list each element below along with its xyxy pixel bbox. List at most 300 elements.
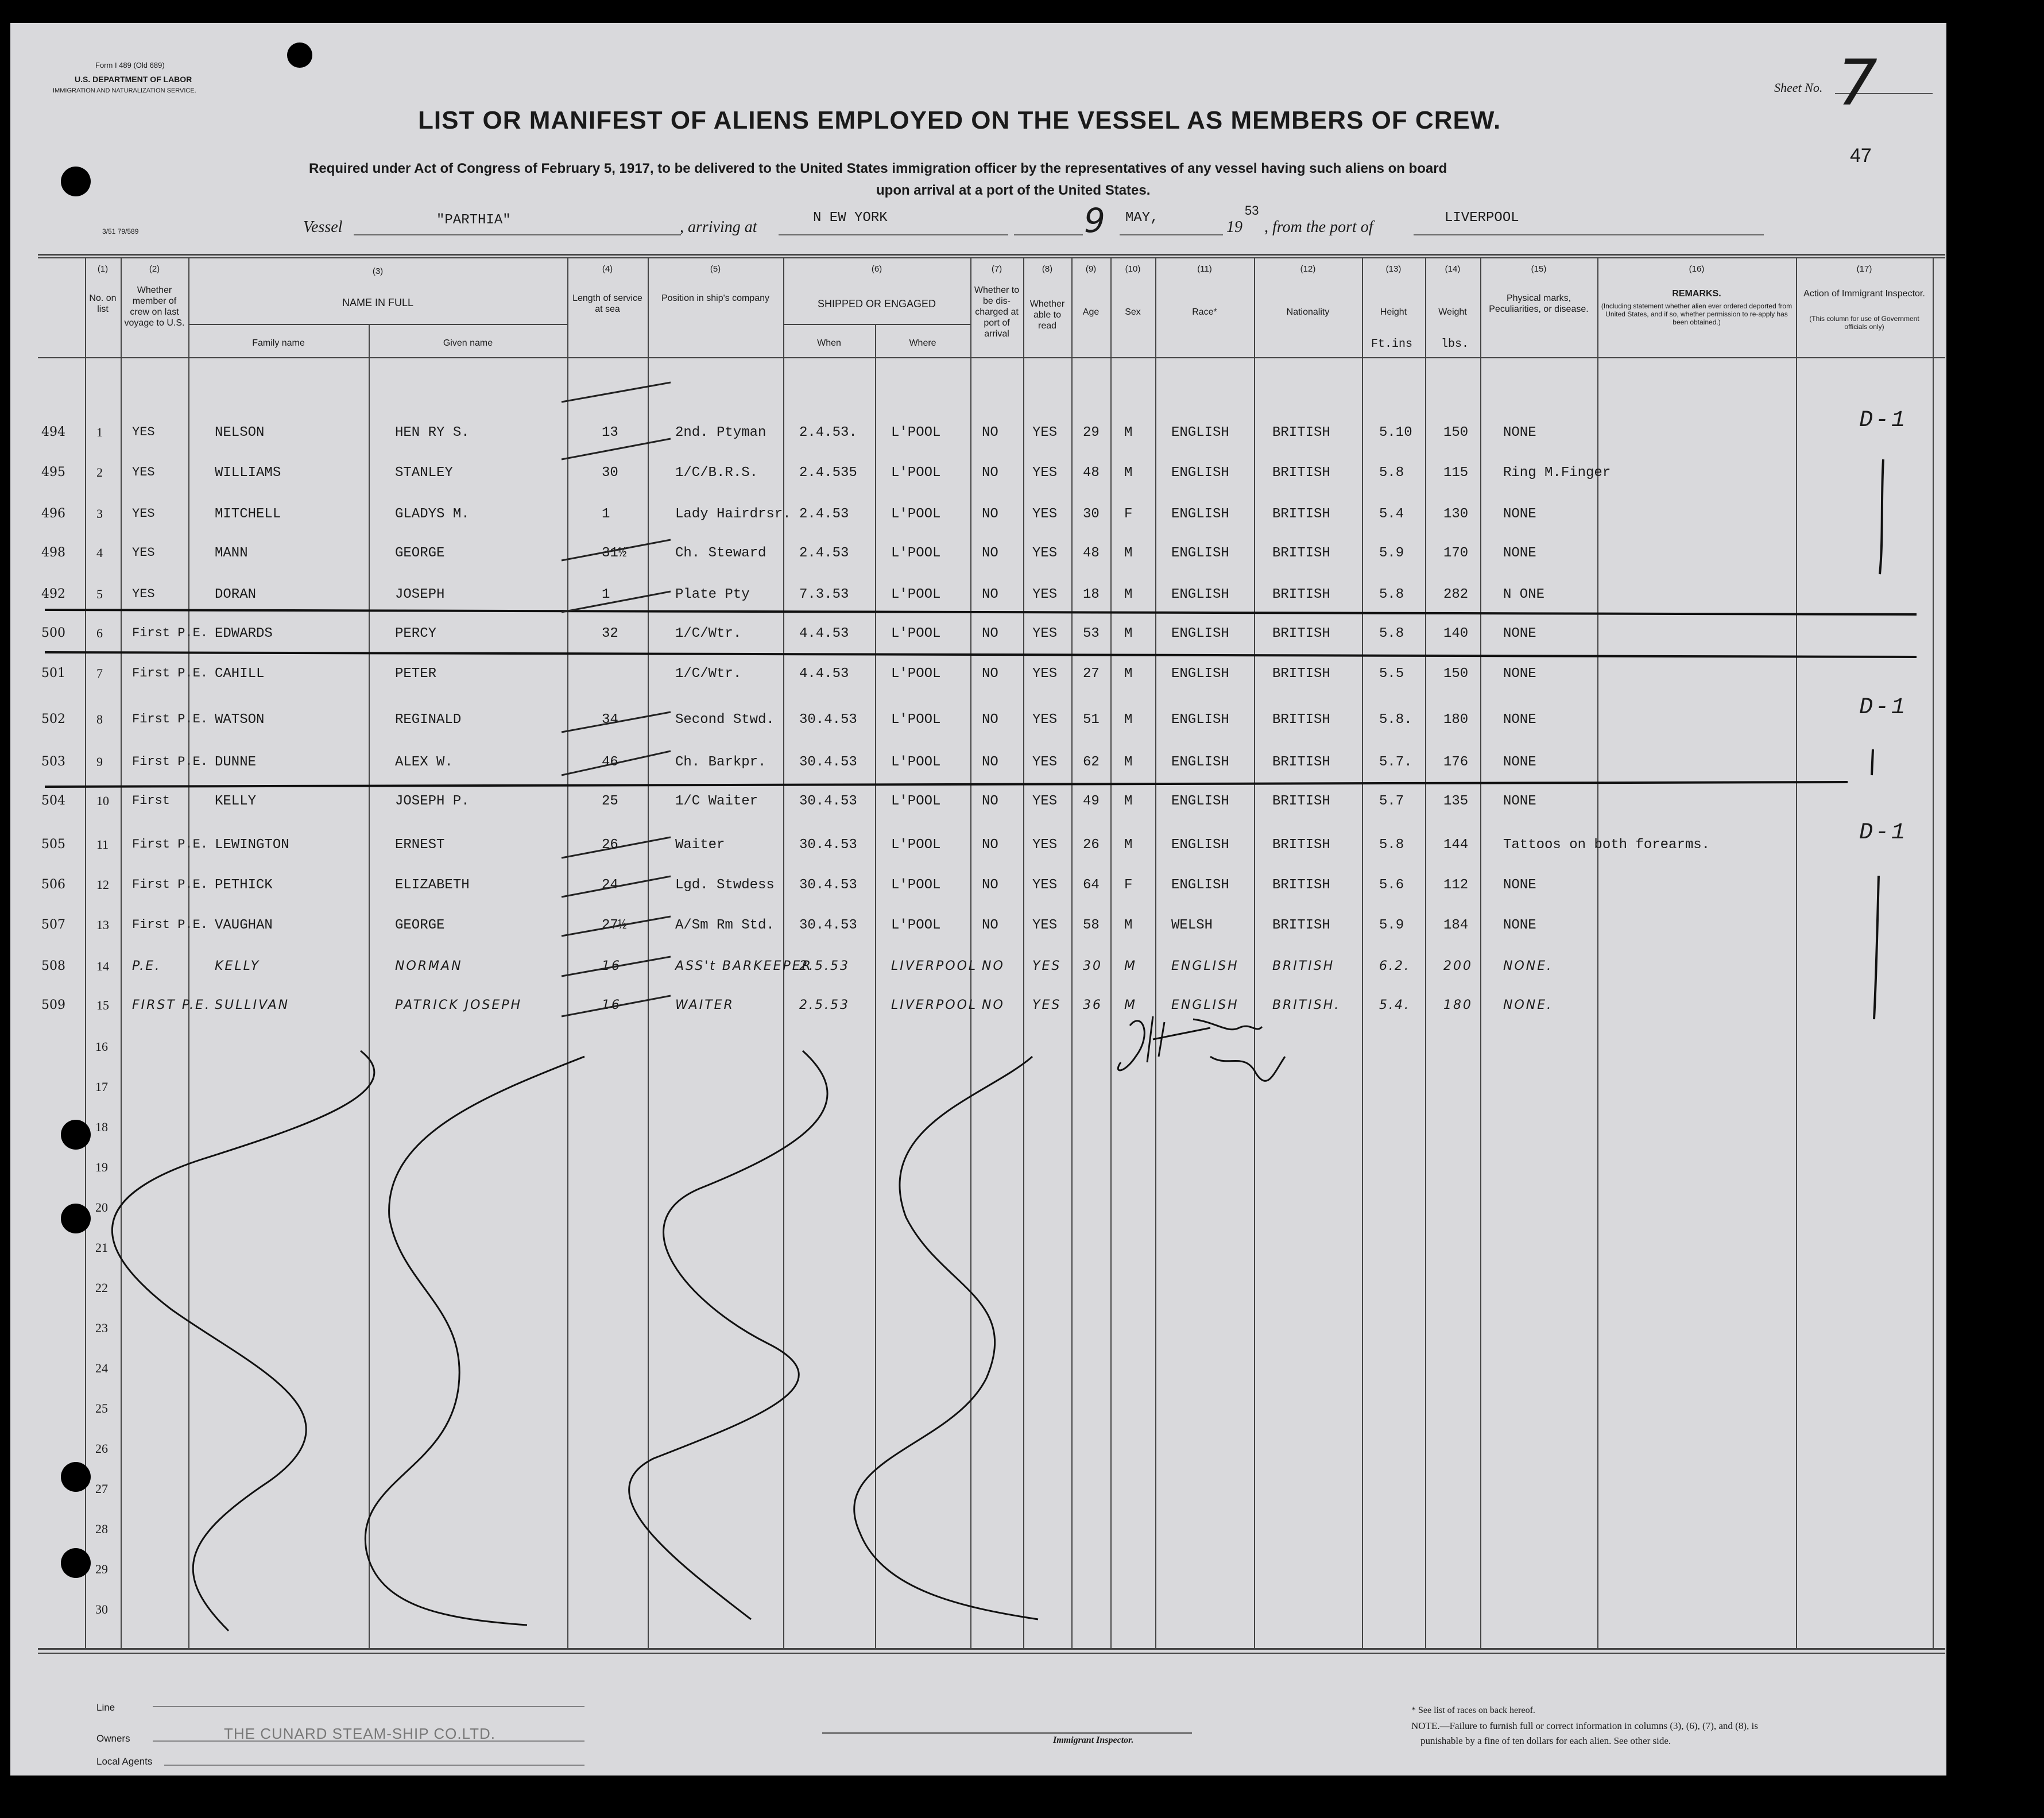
row-1-read: YES xyxy=(1032,425,1058,440)
row-9-read: YES xyxy=(1032,755,1058,770)
service-tick-4 xyxy=(562,540,671,560)
row-5-family: DORAN xyxy=(215,587,257,602)
row-8-when: 30.4.53 xyxy=(799,712,857,728)
row-13-disch: NO xyxy=(982,918,998,933)
row-11-height: 5.8 xyxy=(1379,837,1404,853)
row-2-sex: M xyxy=(1124,465,1133,481)
row-12-when: 30.4.53 xyxy=(799,877,857,893)
row-2-family: WILLIAMS xyxy=(215,465,281,481)
owners-stamp: THE CUNARD STEAM-SHIP CO.LTD. xyxy=(224,1725,495,1742)
row-14-height: 6.2. xyxy=(1379,959,1410,973)
row-5-service: 1 xyxy=(602,587,610,602)
row-6-disch: NO xyxy=(982,626,998,641)
row-2-where: L'POOL xyxy=(891,465,941,481)
hdr-where: Where xyxy=(909,338,936,348)
row-13-marks: NONE xyxy=(1503,918,1536,933)
row-15-margin: 509 xyxy=(41,998,65,1012)
row-14-when: 2.5.53 xyxy=(799,959,850,973)
arriving-port: N EW YORK xyxy=(813,210,888,226)
row-13-weight: 184 xyxy=(1443,918,1469,933)
col-num-12: (12) xyxy=(1300,264,1316,274)
row-1-weight: 150 xyxy=(1443,425,1469,440)
row-3-weight: 130 xyxy=(1443,506,1469,522)
row-4-position: Ch. Steward xyxy=(675,546,766,561)
col-num-14: (14) xyxy=(1445,264,1461,274)
inspector-label: Immigrant Inspector. xyxy=(1053,1735,1134,1745)
service-tick-11 xyxy=(562,837,671,858)
row-12-position: Lgd. Stwdess xyxy=(675,877,775,893)
row-12-where: L'POOL xyxy=(891,877,941,893)
service-tick-13 xyxy=(562,916,671,936)
row-8-sex: M xyxy=(1124,712,1133,728)
row-15-where: LIVERPOOL xyxy=(891,998,978,1012)
row-12-given: ELIZABETH xyxy=(395,877,470,893)
row-3-family: MITCHELL xyxy=(215,506,281,522)
subtitle-2: upon arrival at a port of the United States. xyxy=(876,183,1151,198)
row-10-where: L'POOL xyxy=(891,794,941,809)
row-8-height: 5.8. xyxy=(1379,712,1412,728)
row-9-marks: NONE xyxy=(1503,755,1536,770)
empty-row-number: 16 xyxy=(95,1039,108,1054)
row-15-given: PATRICK JOSEPH xyxy=(395,998,522,1012)
row-7-disch: NO xyxy=(982,666,998,682)
row-6-no: 6 xyxy=(96,626,103,640)
hdr-when: When xyxy=(817,338,841,348)
row-10-family: KELLY xyxy=(215,794,257,809)
row-1-race: ENGLISH xyxy=(1171,425,1229,440)
row-11-weight: 144 xyxy=(1443,837,1469,853)
row-4-family: MANN xyxy=(215,546,248,561)
row-8-disch: NO xyxy=(982,712,998,728)
row-13-no: 13 xyxy=(96,918,109,932)
row-10-race: ENGLISH xyxy=(1171,794,1229,809)
row-14-position: ASS't BARKEEPER xyxy=(675,959,812,973)
row-7-nat: BRITISH xyxy=(1272,666,1330,682)
row-14-no: 14 xyxy=(96,959,109,973)
empty-row-number: 30 xyxy=(95,1602,108,1616)
row-7-given: PETER xyxy=(395,666,437,682)
owners-label: Owners xyxy=(96,1733,130,1744)
row-6-height: 5.8 xyxy=(1379,626,1404,641)
punch-hole xyxy=(61,1120,91,1150)
row-14-where: LIVERPOOL xyxy=(891,959,978,973)
row-6-nat: BRITISH xyxy=(1272,626,1330,641)
hdr-name-in-full: NAME IN FULL xyxy=(342,297,414,308)
arriving-label: , arriving at xyxy=(680,218,757,236)
row-13-when: 30.4.53 xyxy=(799,918,857,933)
row-13-prev: First P.E. xyxy=(132,918,208,932)
row-4-given: GEORGE xyxy=(395,546,445,561)
row-10-prev: First xyxy=(132,794,171,808)
row-2-read: YES xyxy=(1032,465,1058,481)
row-1-marks: NONE xyxy=(1503,425,1536,440)
row-4-no: 4 xyxy=(96,546,103,560)
row-7-age: 27 xyxy=(1083,666,1100,682)
empty-row-number: 17 xyxy=(95,1080,108,1094)
row-9-where: L'POOL xyxy=(891,755,941,770)
row-2-when: 2.4.535 xyxy=(799,465,857,481)
row-9-margin: 503 xyxy=(41,755,65,769)
row-9-service: 46 xyxy=(602,755,618,770)
row-13-family: VAUGHAN xyxy=(215,918,273,933)
row-1-position: 2nd. Ptyman xyxy=(675,425,766,440)
row-11-sex: M xyxy=(1124,837,1133,853)
row-4-sex: M xyxy=(1124,546,1133,561)
row-8-read: YES xyxy=(1032,712,1058,728)
row-3-marks: NONE xyxy=(1503,506,1536,522)
row-11-marks: Tattoos on both forearms. xyxy=(1503,837,1710,853)
row-11-service: 26 xyxy=(602,837,618,853)
from-port: LIVERPOOL xyxy=(1445,210,1519,226)
row-2-given: STANLEY xyxy=(395,465,453,481)
col-num-10: (10) xyxy=(1125,264,1141,274)
row-11-margin: 505 xyxy=(41,837,65,852)
empty-row-number: 19 xyxy=(95,1160,108,1174)
row-3-margin: 496 xyxy=(41,506,65,521)
row-5-weight: 282 xyxy=(1443,587,1469,602)
row-7-sex: M xyxy=(1124,666,1133,682)
row-4-race: ENGLISH xyxy=(1171,546,1229,561)
line-label: Line xyxy=(96,1702,115,1713)
row-15-weight: 180 xyxy=(1443,998,1473,1012)
row-2-marks: Ring M.Finger xyxy=(1503,465,1611,481)
row-6-marks: NONE xyxy=(1503,626,1536,641)
row-13-service: 27½ xyxy=(602,918,627,933)
hdr-physical: Physical marks, Peculiarities, or disease. xyxy=(1489,293,1589,314)
row-6-when: 4.4.53 xyxy=(799,626,849,641)
row-3-height: 5.4 xyxy=(1379,506,1404,522)
col-num-2: (2) xyxy=(149,264,160,274)
row-6-age: 53 xyxy=(1083,626,1100,641)
row-14-disch: NO xyxy=(982,959,1005,973)
row-8-position: Second Stwd. xyxy=(675,712,775,728)
row-3-service: 1 xyxy=(602,506,610,522)
row-12-prev: First P.E. xyxy=(132,877,208,892)
row-7-read: YES xyxy=(1032,666,1058,682)
row-13-race: WELSH xyxy=(1171,918,1213,933)
row-6-prev: First P.E. xyxy=(132,626,208,640)
row-12-no: 12 xyxy=(96,877,109,892)
row-1-margin: 494 xyxy=(41,425,65,439)
row-8-weight: 180 xyxy=(1443,712,1469,728)
row-15-nat: BRITISH. xyxy=(1272,998,1341,1012)
row-5-race: ENGLISH xyxy=(1171,587,1229,602)
col-num-13: (13) xyxy=(1385,264,1402,274)
row-14-family: KELLY xyxy=(215,959,261,973)
year-suffix: 53 xyxy=(1245,203,1259,218)
row-2-service: 30 xyxy=(602,465,618,481)
row-10-nat: BRITISH xyxy=(1272,794,1330,809)
ditto-stroke-2 xyxy=(1872,749,1873,775)
row-15-prev: FIRST P.E. xyxy=(132,998,211,1012)
row-11-given: ERNEST xyxy=(395,837,445,853)
hdr-sex: Sex xyxy=(1125,307,1141,317)
row-11-when: 30.4.53 xyxy=(799,837,857,853)
row-6-weight: 140 xyxy=(1443,626,1469,641)
row-15-sex: M xyxy=(1124,998,1137,1012)
hdr-shipped: SHIPPED OR ENGAGED xyxy=(817,298,936,310)
row-12-family: PETHICK xyxy=(215,877,273,893)
row-1-family: NELSON xyxy=(215,425,265,440)
empty-row-number: 22 xyxy=(95,1281,108,1295)
row-11-disch: NO xyxy=(982,837,998,853)
from-label: , from the port of xyxy=(1264,218,1373,236)
row-3-disch: NO xyxy=(982,506,998,522)
row-8-where: L'POOL xyxy=(891,712,941,728)
row-1-given: HEN RY S. xyxy=(395,425,470,440)
row-3-position: Lady Hairdrsr. xyxy=(675,506,791,522)
department: U.S. DEPARTMENT OF LABOR xyxy=(75,75,192,84)
wavy-cancel-2 xyxy=(365,1057,584,1625)
row-15-height: 5.4. xyxy=(1379,998,1410,1012)
row-11-action: D-1 xyxy=(1859,820,1908,846)
row-3-prev: YES xyxy=(132,506,155,521)
row-14-given: NORMAN xyxy=(395,959,463,973)
hdr-height-unit: Ft.ins xyxy=(1371,338,1413,351)
row-2-disch: NO xyxy=(982,465,998,481)
row-2-height: 5.8 xyxy=(1379,465,1404,481)
row-13-nat: BRITISH xyxy=(1272,918,1330,933)
row-1-service: 13 xyxy=(602,425,618,440)
row-9-nat: BRITISH xyxy=(1272,755,1330,770)
punch-hole xyxy=(61,1548,91,1578)
hdr-age: Age xyxy=(1082,307,1100,317)
note-races: * See list of races on back hereof. xyxy=(1411,1705,1535,1715)
row-1-height: 5.10 xyxy=(1379,425,1412,440)
row-15-age: 36 xyxy=(1083,998,1102,1012)
empty-row-number: 25 xyxy=(95,1401,108,1415)
row-5-read: YES xyxy=(1032,587,1058,602)
row-15-family: SULLIVAN xyxy=(215,998,290,1012)
row-14-sex: M xyxy=(1124,959,1137,973)
subtitle-1: Required under Act of Congress of February 5, 1917, to be delivered to the United States immigration officer by the representatives of any vessel having such aliens on board xyxy=(309,161,1447,176)
note-failure-2: punishable by a fine of ten dollars for each alien. See other side. xyxy=(1420,1735,1671,1746)
punch-hole xyxy=(61,167,91,196)
row-8-margin: 502 xyxy=(41,712,65,726)
row-15-no: 15 xyxy=(96,998,109,1012)
row-5-nat: BRITISH xyxy=(1272,587,1330,602)
empty-row-number: 18 xyxy=(95,1120,108,1134)
row-6-family: EDWARDS xyxy=(215,626,273,641)
service-tick-5 xyxy=(562,591,671,612)
row-12-service: 24 xyxy=(602,877,618,893)
row-4-service: 31½ xyxy=(602,546,627,561)
row-14-service: 16 xyxy=(602,959,621,973)
hdr-action-note: (This column for use of Government officials only) xyxy=(1809,315,1919,331)
empty-row-number: 21 xyxy=(95,1240,108,1255)
row-15-race: ENGLISH xyxy=(1171,998,1239,1012)
row-4-weight: 170 xyxy=(1443,546,1469,561)
row-15-when: 2.5.53 xyxy=(799,998,850,1012)
row-4-margin: 498 xyxy=(41,546,65,560)
row-2-position: 1/C/B.R.S. xyxy=(675,465,758,481)
hdr-member-prev: Whether member of crew on last voyage to U.S. xyxy=(124,285,185,328)
service: IMMIGRATION AND NATURALIZATION SERVICE. xyxy=(53,87,196,94)
row-13-where: L'POOL xyxy=(891,918,941,933)
hdr-remarks-note: (Including statement whether alien ever ordered deported from United States, and if so, whether permission to re-apply has been obtained.) xyxy=(1601,302,1793,326)
signature-scribble xyxy=(1118,1016,1285,1081)
row-4-when: 2.4.53 xyxy=(799,546,849,561)
row-9-weight: 176 xyxy=(1443,755,1469,770)
row-10-margin: 504 xyxy=(41,794,65,808)
row-1-disch: NO xyxy=(982,425,998,440)
row-9-sex: M xyxy=(1124,755,1133,770)
hdr-given-name: Given name xyxy=(443,338,493,348)
row-7-when: 4.4.53 xyxy=(799,666,849,682)
row-1-sex: M xyxy=(1124,425,1133,440)
service-tick-2 xyxy=(562,439,671,459)
wavy-cancel-4 xyxy=(854,1057,1038,1619)
row-12-marks: NONE xyxy=(1503,877,1536,893)
row-8-prev: First P.E. xyxy=(132,712,208,726)
row-4-read: YES xyxy=(1032,546,1058,561)
row-7-race: ENGLISH xyxy=(1171,666,1229,682)
row-2-prev: YES xyxy=(132,465,155,479)
empty-row-number: 23 xyxy=(95,1321,108,1335)
hdr-race: Race* xyxy=(1192,307,1217,317)
row-5-age: 18 xyxy=(1083,587,1100,602)
row-12-disch: NO xyxy=(982,877,998,893)
row-9-family: DUNNE xyxy=(215,755,257,770)
service-tick-9 xyxy=(562,751,671,775)
year-prefix: 19 xyxy=(1226,218,1242,236)
hdr-able-read: Whether able to read xyxy=(1029,299,1065,331)
row-6-where: L'POOL xyxy=(891,626,941,641)
manifest-sheet xyxy=(10,23,1946,1776)
punch-hole xyxy=(61,1462,91,1492)
col-num-3: (3) xyxy=(372,266,384,276)
row-6-sex: M xyxy=(1124,626,1133,641)
row-10-service: 25 xyxy=(602,794,618,809)
hdr-action: Action of Immigrant Inspector. xyxy=(1803,289,1925,299)
row-9-race: ENGLISH xyxy=(1171,755,1229,770)
row-14-race: ENGLISH xyxy=(1171,959,1239,973)
page-note: 47 xyxy=(1850,145,1872,167)
row-7-prev: First P.E. xyxy=(132,666,208,680)
hdr-family-name: Family name xyxy=(252,338,305,348)
row-3-nat: BRITISH xyxy=(1272,506,1330,522)
row-14-marks: NONE. xyxy=(1503,959,1553,973)
hdr-length-service: Length of service at sea xyxy=(572,293,642,314)
row-11-nat: BRITISH xyxy=(1272,837,1330,853)
sheet-label: Sheet No. xyxy=(1774,80,1823,95)
row-3-age: 30 xyxy=(1083,506,1100,522)
row-14-age: 30 xyxy=(1083,959,1102,973)
row-14-weight: 200 xyxy=(1443,959,1473,973)
row-4-prev: YES xyxy=(132,546,155,560)
row-5-sex: M xyxy=(1124,587,1133,602)
empty-row-number: 26 xyxy=(95,1441,108,1456)
row-13-height: 5.9 xyxy=(1379,918,1404,933)
row-15-position: WAITER xyxy=(675,998,734,1012)
row-8-nat: BRITISH xyxy=(1272,712,1330,728)
row-1-prev: YES xyxy=(132,425,155,439)
row-1-age: 29 xyxy=(1083,425,1100,440)
row-7-height: 5.5 xyxy=(1379,666,1404,682)
strike-row-7 xyxy=(45,652,1917,657)
row-9-position: Ch. Barkpr. xyxy=(675,755,766,770)
row-7-where: L'POOL xyxy=(891,666,941,682)
row-2-race: ENGLISH xyxy=(1171,465,1229,481)
row-13-age: 58 xyxy=(1083,918,1100,933)
row-12-nat: BRITISH xyxy=(1272,877,1330,893)
vessel-label: Vessel xyxy=(303,218,343,236)
row-12-read: YES xyxy=(1032,877,1058,893)
row-3-race: ENGLISH xyxy=(1171,506,1229,522)
note-failure-1: NOTE.—Failure to furnish full or correct information in columns (3), (6), (7), and (8), is xyxy=(1411,1720,1758,1731)
row-8-no: 8 xyxy=(96,712,103,726)
row-1-action: D-1 xyxy=(1859,408,1908,434)
row-4-where: L'POOL xyxy=(891,546,941,561)
row-4-nat: BRITISH xyxy=(1272,546,1330,561)
row-1-no: 1 xyxy=(96,425,103,439)
row-2-margin: 495 xyxy=(41,465,65,479)
ditto-stroke-1 xyxy=(1880,459,1883,574)
service-tick-15 xyxy=(562,996,671,1016)
row-11-where: L'POOL xyxy=(891,837,941,853)
row-15-service: 16 xyxy=(602,998,621,1012)
row-14-margin: 508 xyxy=(41,959,65,973)
row-3-no: 3 xyxy=(96,506,103,521)
hdr-no-on-list: No. on list xyxy=(89,293,117,314)
row-6-race: ENGLISH xyxy=(1171,626,1229,641)
col-num-5: (5) xyxy=(710,264,721,274)
row-12-weight: 112 xyxy=(1443,877,1469,893)
service-tick-8 xyxy=(562,712,671,732)
row-4-age: 48 xyxy=(1083,546,1100,561)
row-6-position: 1/C/Wtr. xyxy=(675,626,742,641)
ditto-stroke-3 xyxy=(1874,876,1879,1019)
row-2-no: 2 xyxy=(96,465,103,479)
arrival-month: MAY, xyxy=(1125,210,1159,226)
row-11-position: Waiter xyxy=(675,837,725,853)
row-9-given: ALEX W. xyxy=(395,755,453,770)
row-9-when: 30.4.53 xyxy=(799,755,857,770)
side-code: 3/51 79/589 xyxy=(102,227,139,235)
hdr-height: Height xyxy=(1380,307,1407,317)
empty-row-number: 24 xyxy=(95,1361,108,1375)
row-4-disch: NO xyxy=(982,546,998,561)
row-2-nat: BRITISH xyxy=(1272,465,1330,481)
sheet-number: 7 xyxy=(1837,46,1880,119)
row-13-position: A/Sm Rm Std. xyxy=(675,918,775,933)
arrival-day: 9 xyxy=(1084,201,1108,240)
row-5-given: JOSEPH xyxy=(395,587,445,602)
row-8-marks: NONE xyxy=(1503,712,1536,728)
row-5-marks: N ONE xyxy=(1503,587,1545,602)
row-8-family: WATSON xyxy=(215,712,265,728)
row-11-read: YES xyxy=(1032,837,1058,853)
row-11-prev: First P.E. xyxy=(132,837,208,852)
row-6-given: PERCY xyxy=(395,626,437,641)
agents-label: Local Agents xyxy=(96,1756,153,1767)
col-num-15: (15) xyxy=(1531,264,1547,274)
row-10-given: JOSEPH P. xyxy=(395,794,470,809)
service-tick-14 xyxy=(562,957,671,976)
row-12-race: ENGLISH xyxy=(1171,877,1229,893)
row-3-read: YES xyxy=(1032,506,1058,522)
empty-row-number: 29 xyxy=(95,1562,108,1576)
row-6-read: YES xyxy=(1032,626,1058,641)
row-13-sex: M xyxy=(1124,918,1133,933)
service-tick-12 xyxy=(562,876,671,897)
col-num-6: (6) xyxy=(871,264,882,274)
row-6-service: 32 xyxy=(602,626,618,641)
row-8-action: D-1 xyxy=(1859,695,1908,721)
row-8-age: 51 xyxy=(1083,712,1100,728)
row-11-family: LEWINGTON xyxy=(215,837,289,853)
vessel-name: "PARTHIA" xyxy=(436,212,511,228)
